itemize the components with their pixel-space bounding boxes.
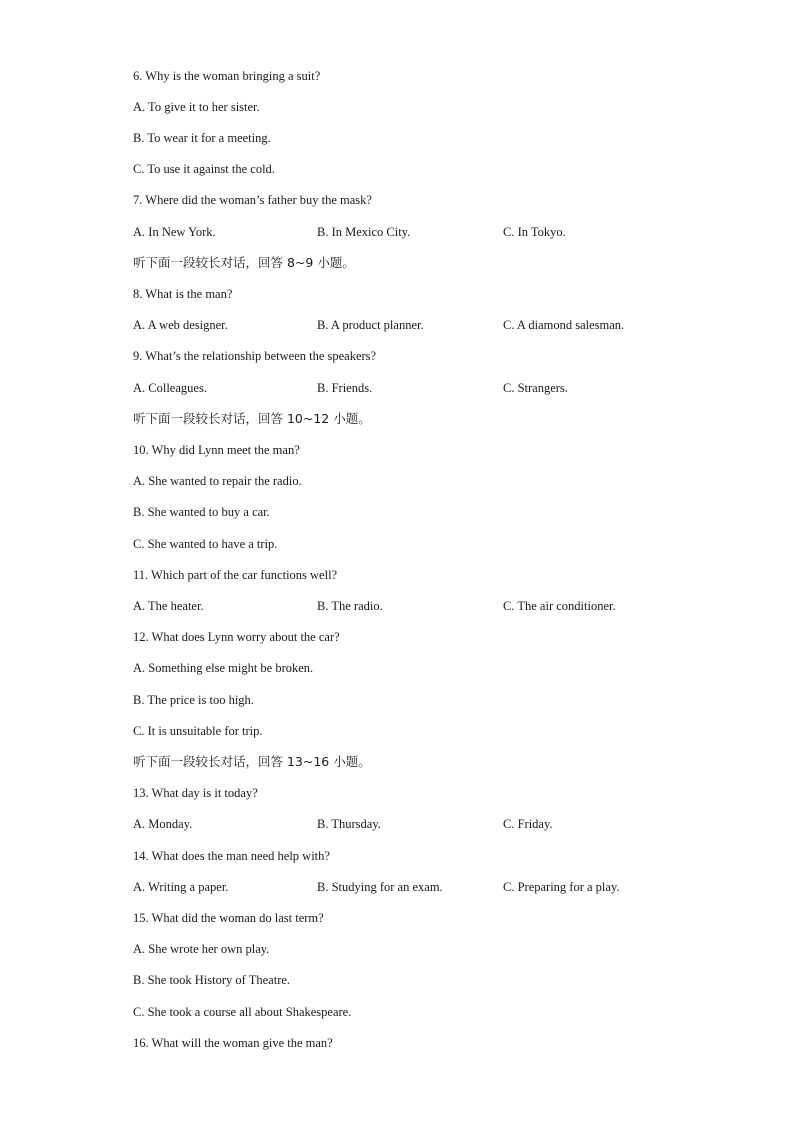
option-line: A. She wrote her own play. <box>133 942 270 956</box>
question-6: 6. Why is the woman bringing a suit? <box>133 69 321 83</box>
question-8: 8. What is the man? <box>133 287 233 301</box>
option-line: A. Something else might be broken. <box>133 661 314 675</box>
section-heading: 听下面一段较长对话，回答 10~12 小题。 <box>133 411 371 426</box>
question-13: 13. What day is it today? <box>133 786 258 800</box>
section-heading: 听下面一段较长对话，回答 8~9 小题。 <box>133 255 355 270</box>
option-line: B. To wear it for a meeting. <box>133 131 271 145</box>
option-line: C. To use it against the cold. <box>133 162 275 176</box>
option-b: B. A product planner. <box>317 318 424 332</box>
option-c: C. The air conditioner. <box>503 599 616 613</box>
question-14: 14. What does the man need help with? <box>133 849 330 863</box>
option-line: B. She took History of Theatre. <box>133 973 291 987</box>
option-b: B. Studying for an exam. <box>317 880 443 894</box>
option-c: C. Preparing for a play. <box>503 880 620 894</box>
question-10: 10. Why did Lynn meet the man? <box>133 443 300 457</box>
option-c: C. Strangers. <box>503 381 568 395</box>
option-line: C. She wanted to have a trip. <box>133 537 278 551</box>
question-11: 11. Which part of the car functions well? <box>133 568 338 582</box>
question-7: 7. Where did the woman’s father buy the mask? <box>133 193 372 207</box>
option-a: A. The heater. <box>133 599 204 613</box>
option-line: C. She took a course all about Shakespeare. <box>133 1005 352 1019</box>
option-c: C. Friday. <box>503 817 553 831</box>
option-a: A. Monday. <box>133 817 193 831</box>
option-line: B. She wanted to buy a car. <box>133 505 270 519</box>
section-heading: 听下面一段较长对话，回答 13~16 小题。 <box>133 754 371 769</box>
question-9: 9. What’s the relationship between the speakers? <box>133 349 377 363</box>
question-15: 15. What did the woman do last term? <box>133 911 324 925</box>
option-line: A. To give it to her sister. <box>133 100 260 114</box>
option-line: C. It is unsuitable for trip. <box>133 724 263 738</box>
option-c: C. In Tokyo. <box>503 225 566 239</box>
option-b: B. In Mexico City. <box>317 225 411 239</box>
option-line: B. The price is too high. <box>133 693 254 707</box>
option-b: B. Thursday. <box>317 817 381 831</box>
option-a: A. A web designer. <box>133 318 228 332</box>
option-c: C. A diamond salesman. <box>503 318 625 332</box>
option-line: A. She wanted to repair the radio. <box>133 474 302 488</box>
option-b: B. The radio. <box>317 599 383 613</box>
option-b: B. Friends. <box>317 381 373 395</box>
option-a: A. Colleagues. <box>133 381 207 395</box>
question-16: 16. What will the woman give the man? <box>133 1036 333 1050</box>
option-a: A. Writing a paper. <box>133 880 229 894</box>
question-12: 12. What does Lynn worry about the car? <box>133 630 340 644</box>
option-a: A. In New York. <box>133 225 216 239</box>
